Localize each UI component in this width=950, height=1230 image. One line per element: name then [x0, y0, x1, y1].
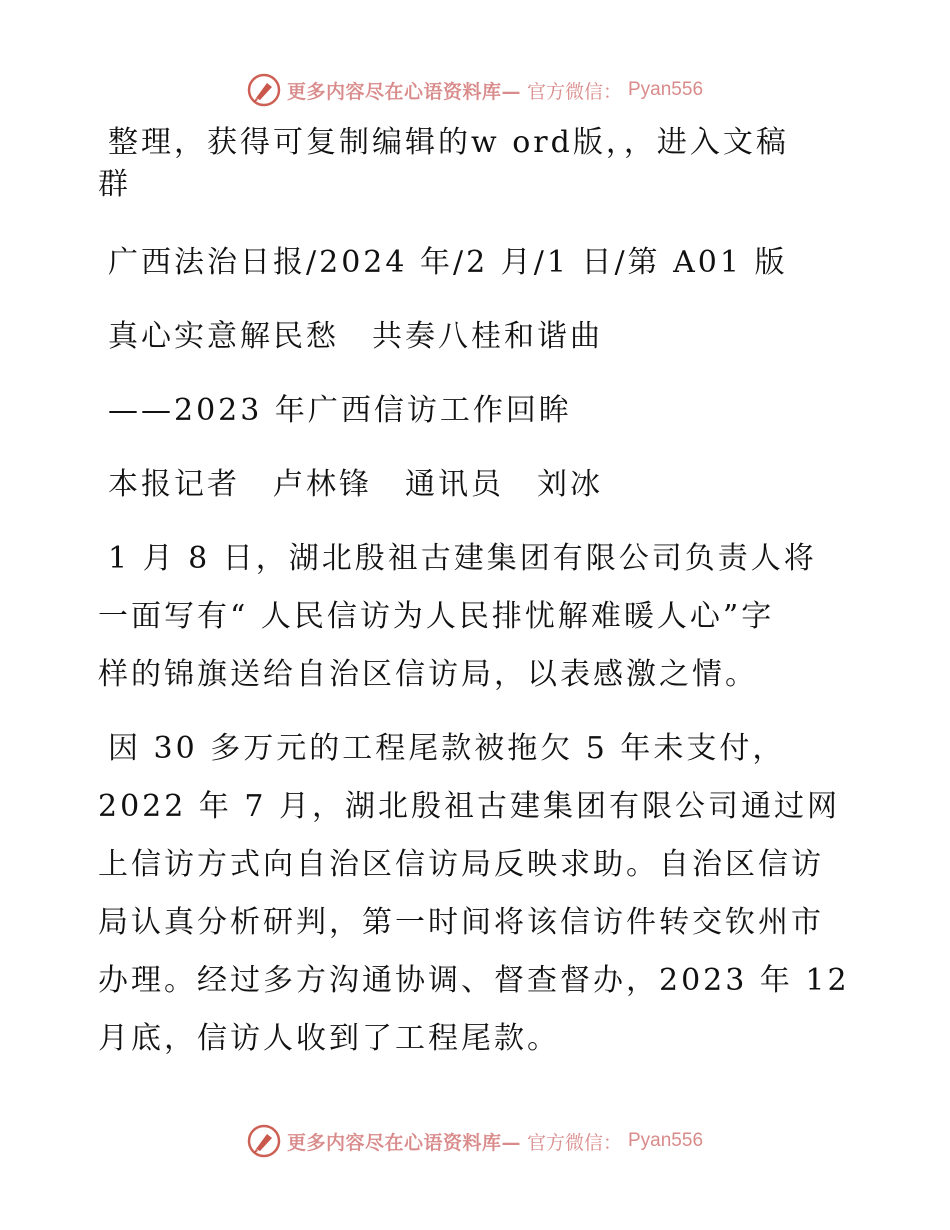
headline-paragraph	[98, 312, 853, 362]
watermark-slogan: 更多内容尽在心语资料库—	[286, 1131, 521, 1154]
paragraph-2-line: 办理。经过多方沟通协调、督查督办，2023 年 12	[98, 963, 850, 998]
paragraph-1-line: 样的锦旗送给自治区信访局，以表感激之情。	[98, 657, 758, 692]
watermark-wechat-label: 官方微信：	[526, 80, 622, 103]
paragraph-2-line: 上信访方式向自治区信访局反映求助。自治区信访	[98, 847, 824, 882]
intro-paragraph	[98, 118, 853, 210]
watermark-slogan: 更多内容尽在心语资料库—	[286, 80, 521, 103]
paragraph-2-line: 因 30 多万元的工程尾款被拖欠 5 年未支付，	[108, 731, 786, 766]
watermark-wechat-id: Pyan556	[628, 79, 704, 100]
paragraph-2	[98, 724, 853, 1064]
byline-paragraph	[98, 460, 853, 510]
watermark-wechat-id: Pyan556	[628, 1130, 704, 1151]
paragraph-1-line: 1 月 8 日，湖北殷祖古建集团有限公司负责人将	[108, 541, 817, 576]
intro-line: 整理，获得可复制编辑的w ord版，，进入文稿	[108, 125, 789, 160]
header-watermark	[0, 70, 950, 110]
headline: 真心实意解民愁 共奏八桂和谐曲	[108, 319, 603, 354]
paragraph-2-line: 局认真分析研判，第一时间将该信访件转交钦州市	[98, 905, 824, 940]
paragraph-1-line: 一面写有“ 人民信访为人民排忧解难暖人心”字	[98, 599, 775, 634]
footer-watermark	[0, 1121, 950, 1161]
document-body	[98, 118, 853, 1088]
pen-nib-logo-icon	[247, 1124, 281, 1158]
paragraph-2-line: 月底，信访人收到了工程尾款。	[98, 1021, 560, 1056]
pen-nib-logo-icon	[247, 73, 281, 107]
byline: 本报记者 卢林锋 通讯员 刘冰	[108, 467, 603, 502]
source-paragraph	[98, 238, 853, 288]
source-line: 广西法治日报/2024 年/2 月/1 日/第 A01 版	[108, 245, 788, 280]
intro-line: 群	[98, 167, 131, 202]
subheadline-paragraph	[98, 386, 853, 436]
paragraph-1	[98, 534, 853, 700]
watermark-wechat-label: 官方微信：	[526, 1131, 622, 1154]
paragraph-2-line: 2022 年 7 月，湖北殷祖古建集团有限公司通过网	[98, 789, 841, 824]
subheadline: ——2023 年广西信访工作回眸	[108, 393, 572, 428]
